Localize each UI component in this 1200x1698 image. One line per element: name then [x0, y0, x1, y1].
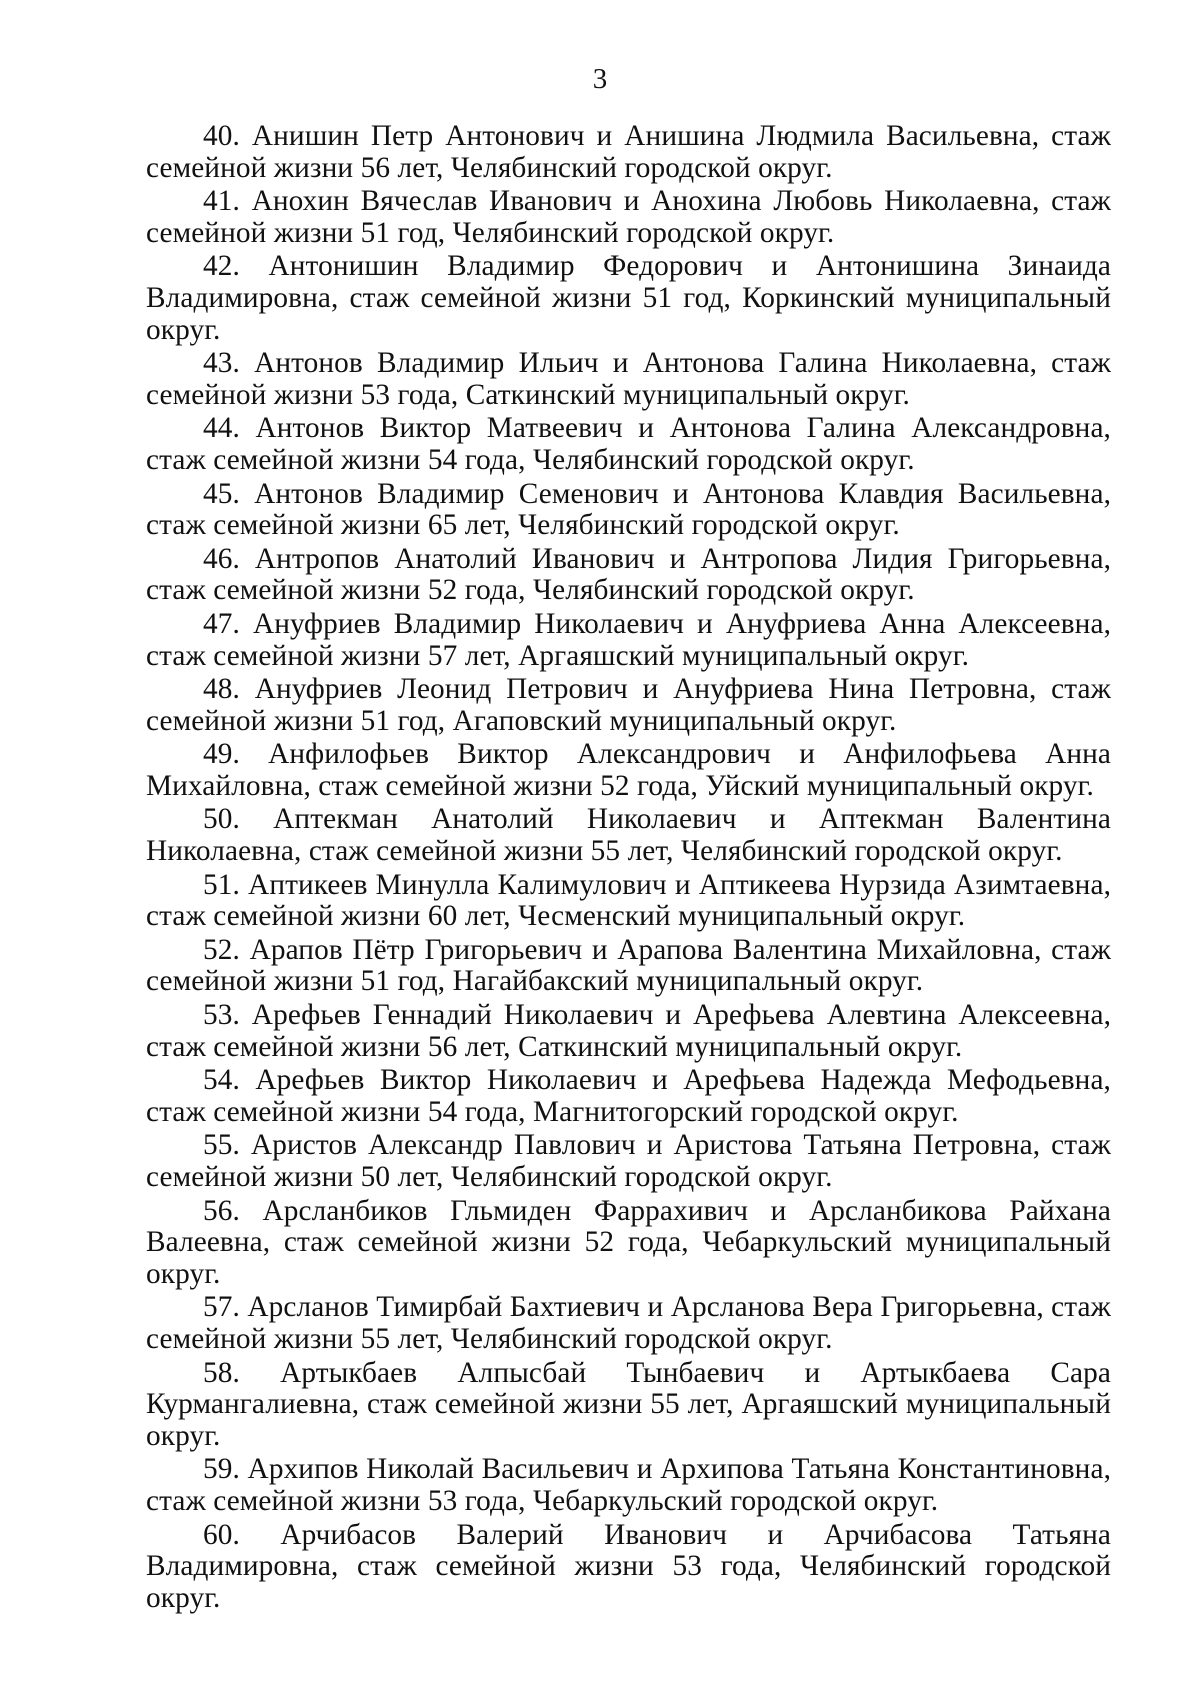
list-item: 42. Антонишин Владимир Федорович и Антонишина Зинаида Владимировна, стаж семейной жизни 51 год, Коркинский муниципальный округ. — [146, 250, 1111, 346]
page-number: 3 — [592, 63, 608, 95]
list-item: 44. Антонов Виктор Матвеевич и Антонова Галина Александровна, стаж семейной жизни 54 года, Челябинский городской округ. — [146, 412, 1111, 476]
list-item: 40. Анишин Петр Антонович и Анишина Людмила Васильевна, стаж семейной жизни 56 лет, Челябинский городской округ. — [146, 120, 1111, 184]
list-item: 49. Анфилофьев Виктор Александрович и Анфилофьева Анна Михайловна, стаж семейной жизни 52 года, Уйский муниципальный округ. — [146, 738, 1111, 802]
list-item: 51. Аптикеев Минулла Калимулович и Аптикеева Нурзида Азимтаевна, стаж семейной жизни 60 лет, Чесменский муниципальный округ. — [146, 868, 1111, 933]
list-item: 59. Архипов Николай Васильевич и Архипова Татьяна Константиновна, стаж семейной жизни 53 года, Чебаркульский городской округ. — [146, 1453, 1111, 1517]
list-item: 43. Антонов Владимир Ильич и Антонова Галина Николаевна, стаж семейной жизни 53 года, Саткинский муниципальный округ. — [146, 347, 1111, 411]
list-item: 48. Ануфриев Леонид Петрович и Ануфриева Нина Петровна, стаж семейной жизни 51 год, Агаповский муниципальный округ. — [146, 673, 1111, 737]
list-item: 54. Арефьев Виктор Николаевич и Арефьева Надежда Мефодьевна, стаж семейной жизни 54 года, Магнитогорский городской округ. — [146, 1064, 1111, 1128]
list-item: 46. Антропов Анатолий Иванович и Антропова Лидия Григорьевна, стаж семейной жизни 52 года, Челябинский городской округ. — [146, 542, 1111, 607]
list-item: 41. Анохин Вячеслав Иванович и Анохина Любовь Николаевна, стаж семейной жизни 51 год, Челябинский городской округ. — [146, 185, 1111, 249]
list-item: 56. Арсланбиков Гльмиден Фаррахивич и Арсланбикова Райхана Валеевна, стаж семейной жизни 52 года, Чебаркульский муниципальный округ. — [146, 1194, 1111, 1290]
list-item: 53. Арефьев Геннадий Николаевич и Арефьева Алевтина Алексеевна, стаж семейной жизни 56 лет, Саткинский муниципальный округ. — [146, 999, 1111, 1063]
list-item: 52. Арапов Пётр Григорьевич и Арапова Валентина Михайловна, стаж семейной жизни 51 год, Нагайбакский муниципальный округ. — [146, 933, 1111, 998]
list-item: 58. Артыкбаев Алпысбай Тынбаевич и Артыкбаева Сара Курмангалиевна, стаж семейной жизни 55 лет, Аргаяшский муниципальный округ. — [146, 1356, 1111, 1452]
list-item: 47. Ануфриев Владимир Николаевич и Ануфриева Анна Алексеевна, стаж семейной жизни 57 лет, Аргаяшский муниципальный округ. — [146, 607, 1111, 672]
list-item: 55. Аристов Александр Павлович и Аристова Татьяна Петровна, стаж семейной жизни 50 лет, Челябинский городской округ. — [146, 1129, 1111, 1193]
list-item: 45. Антонов Владимир Семенович и Антонова Клавдия Васильевна, стаж семейной жизни 65 лет, Челябинский городской округ. — [146, 477, 1111, 542]
awardee-list — [146, 121, 1111, 1616]
list-item: 60. Арчибасов Валерий Иванович и Арчибасова Татьяна Владимировна, стаж семейной жизни 53 года, Челябинский городской округ. — [146, 1518, 1111, 1614]
list-item: 57. Арсланов Тимирбай Бахтиевич и Арсланова Вера Григорьевна, стаж семейной жизни 55 лет, Челябинский городской округ. — [146, 1291, 1111, 1355]
list-item: 50. Аптекман Анатолий Николаевич и Аптекман Валентина Николаевна, стаж семейной жизни 55 лет, Челябинский городской округ. — [146, 803, 1111, 868]
